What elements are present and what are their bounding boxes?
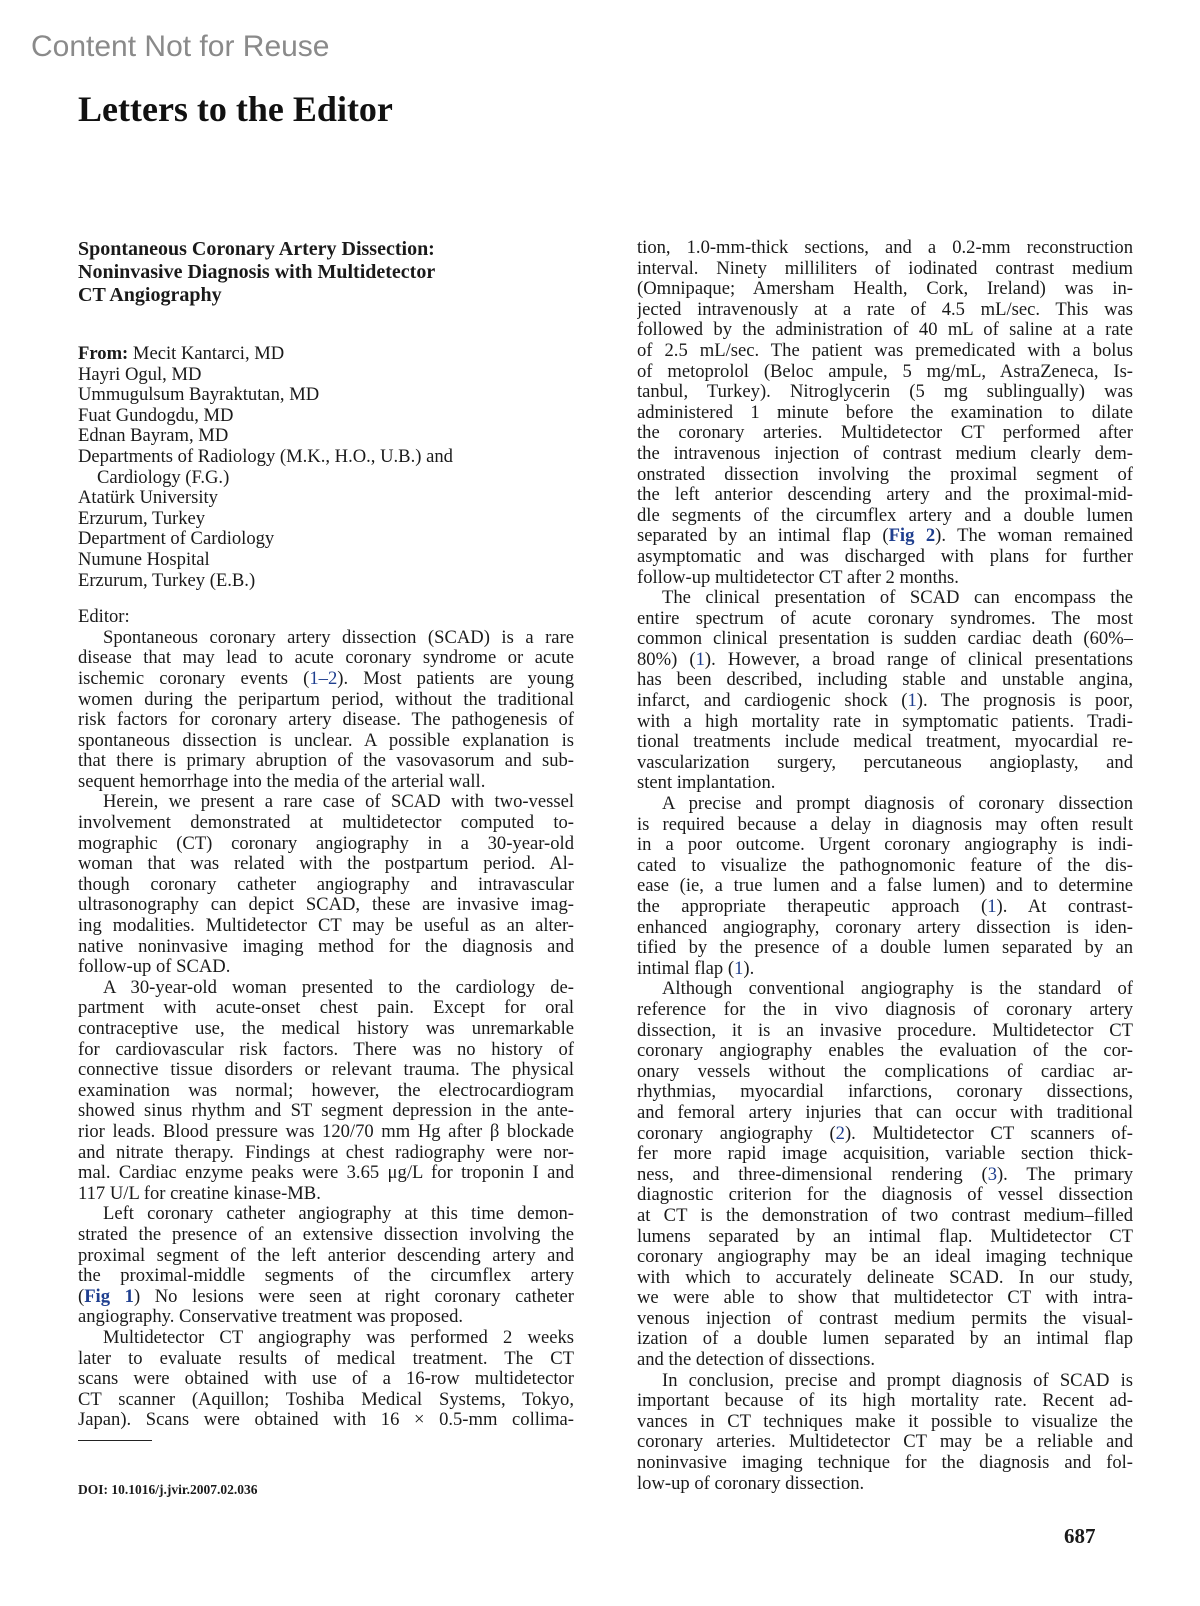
text-line: [637, 1412, 1133, 1433]
line-text: jected intravenously at a rate of 4.5 mL/sec. This was: [637, 299, 1133, 320]
line-text: risk factors for coronary artery disease. The pathogenesis of: [78, 710, 574, 731]
line-text: ). The woman remained: [935, 526, 1133, 547]
line-text: tion, 1.0-mm-thick sections, and a 0.2-mm reconstruction: [637, 238, 1133, 258]
text-line: [78, 710, 574, 731]
line-text: tanbul, Turkey). Nitroglycerin (5 mg sublingually) was: [637, 382, 1133, 403]
line-text: Left coronary catheter angiography at this time demon-: [103, 1204, 574, 1225]
paragraph: [78, 1328, 574, 1431]
text-line: [78, 1040, 574, 1061]
text-line: [78, 978, 574, 999]
line-text: Spontaneous coronary artery dissection (SCAD) is a rare: [103, 627, 574, 648]
reference-link[interactable]: 2: [835, 1123, 845, 1144]
line-text: with which to accurately delineate SCAD. In our study,: [637, 1267, 1133, 1288]
line-text: sequent hemorrhage into the media of the arterial wall.: [78, 771, 486, 792]
line-text: A precise and prompt diagnosis of coronary dissection: [662, 794, 1133, 815]
text-line: [78, 648, 574, 669]
line-text: reference for the in vivo diagnosis of coronary artery: [637, 999, 1133, 1020]
paragraph: [78, 978, 574, 1205]
text-line: [78, 854, 574, 875]
text-line: [78, 792, 574, 813]
text-line: [78, 1019, 574, 1040]
line-text: coronary arteries. Multidetector CT may be a reliable and: [637, 1432, 1133, 1453]
line-text: vascularization surgery, percutaneous angioplasty, and: [637, 752, 1133, 773]
line-text: ). Multidetector CT scanners of-: [844, 1123, 1133, 1144]
text-line: [637, 1165, 1133, 1186]
text-line: [637, 1391, 1133, 1412]
line-text: and the detection of dissections.: [637, 1350, 876, 1371]
text-line: [637, 629, 1133, 650]
paragraph: [637, 794, 1133, 979]
text-line: [637, 1474, 1133, 1495]
text-line: [637, 1288, 1133, 1309]
line-text: venous injection of contrast medium permits the visual-: [637, 1308, 1133, 1329]
line-text: the proximal-middle segments of the circumflex artery: [78, 1266, 574, 1287]
line-text: ing modalities. Multidetector CT may be useful as an alter-: [78, 916, 574, 937]
line-text: ease (ie, a true lumen and a false lumen) and to determine: [637, 876, 1133, 897]
text-line: [637, 1309, 1133, 1330]
letter-title-line: Spontaneous Coronary Artery Dissection:: [78, 238, 435, 260]
text-line: [78, 895, 574, 916]
line-text: Although conventional angiography is the standard of: [662, 979, 1133, 1000]
paragraph: [78, 1204, 574, 1328]
affiliation-line: Erzurum, Turkey: [78, 508, 206, 529]
line-text: onstrated dissection involving the proximal segment of: [637, 464, 1133, 485]
line-text: rior leads. Blood pressure was 120/70 mm Hg after β blockade: [78, 1121, 574, 1142]
text-line: [637, 568, 1133, 589]
text-line: [637, 279, 1133, 300]
line-text: showed sinus rhythm and ST segment depression in the ante-: [78, 1101, 574, 1122]
text-line: [637, 300, 1133, 321]
line-text: of 2.5 mL/sec. The patient was premedicated with a bolus: [637, 340, 1133, 361]
line-text: 80%) (: [637, 649, 696, 670]
line-text: interval. Ninety milliliters of iodinated contrast medium: [637, 258, 1133, 279]
line-text: woman that was related with the postpartum period. Al-: [78, 854, 574, 875]
text-line: [637, 506, 1133, 527]
right-body-text: [637, 238, 1133, 1494]
line-text: stent implantation.: [637, 773, 776, 794]
text-line: [637, 1103, 1133, 1124]
reference-link[interactable]: 3: [987, 1164, 997, 1185]
line-text: women during the peripartum period, without the traditional: [78, 689, 574, 710]
line-text: the intravenous injection of contrast medium clearly dem-: [637, 443, 1133, 464]
paragraph: [637, 979, 1133, 1370]
line-text: followed by the administration of 40 mL of saline at a rate: [637, 320, 1133, 341]
text-line: [637, 712, 1133, 733]
text-line: [637, 773, 1133, 794]
text-line: [78, 751, 574, 772]
text-line: [78, 1328, 574, 1349]
affiliation-line: Erzurum, Turkey (E.B.): [78, 570, 256, 591]
text-line: [637, 1144, 1133, 1165]
affiliation-line: Numune Hospital: [78, 549, 210, 570]
text-line: [78, 1390, 574, 1411]
author-name: Mecit Kantarci, MD: [132, 344, 285, 364]
text-line: [637, 588, 1133, 609]
line-text: and femoral artery injuries that can occur with traditional: [637, 1102, 1133, 1123]
affiliation-line: Department of Cardiology: [78, 529, 275, 550]
text-line: [78, 1081, 574, 1102]
line-text: tified by the presence of a double lumen separated by an: [637, 938, 1133, 959]
text-line: [78, 957, 574, 978]
line-text: ). Most patients are young: [337, 668, 574, 689]
line-text: ). The primary: [996, 1164, 1133, 1185]
line-text: rhythmias, myocardial infarctions, coronary dissections,: [637, 1082, 1133, 1103]
line-text: mal. Cardiac enzyme peaks were 3.65 μg/L for troponin I and: [78, 1163, 574, 1184]
text-line: [637, 362, 1133, 383]
line-text: involvement demonstrated at multidetector computed to-: [78, 813, 574, 834]
affiliation-line: Departments of Radiology (M.K., H.O., U.B.) and: [78, 446, 453, 467]
text-line: [78, 937, 574, 958]
line-text: with a high mortality rate in symptomatic patients. Tradi-: [637, 711, 1133, 732]
author-block: [78, 344, 574, 591]
reference-link[interactable]: 1: [695, 649, 705, 670]
line-text: we were able to show that multidetector CT with intra-: [637, 1288, 1133, 1309]
line-text: ). The prognosis is poor,: [916, 691, 1133, 712]
text-line: [637, 1041, 1133, 1062]
text-line: [78, 772, 574, 793]
text-line: [637, 691, 1133, 712]
text-line: [637, 1000, 1133, 1021]
watermark: Content Not for Reuse: [31, 30, 330, 63]
line-text: In conclusion, precise and prompt diagnosis of SCAD is: [662, 1370, 1133, 1391]
line-text: Japan). Scans were obtained with 16 × 0.5-mm collima-: [78, 1410, 574, 1431]
line-text: coronary angiography may be an ideal imaging technique: [637, 1247, 1133, 1268]
line-text: connective tissue disorders or relevant trauma. The physical: [78, 1060, 574, 1081]
text-line: [637, 1453, 1133, 1474]
text-line: [637, 650, 1133, 671]
line-text: ).: [743, 958, 755, 979]
figure-link[interactable]: Fig 2: [888, 526, 936, 547]
text-line: [78, 628, 574, 649]
line-text: ultrasonography can depict SCAD, these are invasive imag-: [78, 895, 574, 916]
text-line: [637, 979, 1133, 1000]
line-text: contraceptive use, the medical history was unremarkable: [78, 1019, 574, 1039]
line-text: native noninvasive imaging method for the diagnosis and: [78, 936, 574, 957]
paragraph: [78, 628, 574, 793]
author-line: Fuat Gundogdu, MD: [78, 405, 234, 426]
line-text: partment with acute-onset chest pain. Except for oral: [78, 998, 574, 1019]
line-text: ness, and three-dimensional rendering (: [637, 1164, 988, 1185]
text-line: [637, 938, 1133, 959]
reference-link[interactable]: 1: [734, 958, 744, 979]
letter-title-line: Noninvasive Diagnosis with Multidetector: [78, 261, 436, 283]
text-line: [637, 444, 1133, 465]
line-text: that there is primary abruption of the vasovasorum and sub-: [78, 751, 574, 772]
line-text: mographic (CT) coronary angiography in a 30-year-old: [78, 833, 574, 854]
line-text: proximal segment of the left anterior descending artery and: [78, 1245, 574, 1266]
line-text: ) No lesions were seen at right coronary catheter: [133, 1286, 574, 1307]
line-text: has been described, including stable and unstable angina,: [637, 670, 1133, 691]
affiliation-line: Atatürk University: [78, 488, 218, 509]
text-line: [78, 1101, 574, 1122]
section-title: Letters to the Editor: [78, 89, 393, 129]
paragraph: [637, 238, 1133, 588]
line-text: in a poor outcome. Urgent coronary angiography is indi-: [637, 835, 1133, 856]
line-text: Multidetector CT angiography was performed 2 weeks: [103, 1327, 574, 1348]
affiliation-line: Cardiology (F.G.): [97, 467, 230, 488]
line-text: spontaneous dissection is unclear. A possible explanation is: [78, 730, 574, 751]
text-line: [637, 1329, 1133, 1350]
text-line: [637, 794, 1133, 815]
line-text: A 30-year-old woman presented to the cardiology de-: [103, 977, 574, 998]
text-line: [78, 834, 574, 855]
text-line: [637, 1227, 1133, 1248]
line-text: 117 U/L for creatine kinase-MB.: [78, 1183, 321, 1204]
text-line: [637, 959, 1133, 980]
text-line: [78, 1163, 574, 1184]
text-line: [637, 1247, 1133, 1268]
letter-title-line: CT Angiography: [78, 284, 222, 306]
right-column: [637, 238, 1133, 1494]
text-line: [637, 1062, 1133, 1083]
text-line: [78, 998, 574, 1019]
line-text: (Omnipaque; Amersham Health, Cork, Ireland) was in-: [637, 279, 1133, 300]
reference-link[interactable]: 1: [987, 897, 997, 917]
line-text: separated by an intimal flap (: [637, 526, 889, 547]
line-text: dle segments of the circumflex artery and a double lumen: [637, 505, 1133, 526]
line-text: coronary angiography enables the evaluation of the cor-: [637, 1041, 1133, 1062]
line-text: diagnostic criterion for the diagnosis of vessel dissection: [637, 1185, 1133, 1206]
footnote-rule: [78, 1440, 152, 1441]
text-line: [637, 403, 1133, 424]
text-line: [78, 875, 574, 896]
line-text: administered 1 minute before the examination to dilate: [637, 402, 1133, 423]
line-text: ization of a double lumen separated by an intimal flap: [637, 1329, 1133, 1350]
text-line: [637, 423, 1133, 444]
text-line: [637, 238, 1133, 259]
text-line: [637, 547, 1133, 568]
text-line: [78, 1246, 574, 1267]
text-line: [637, 876, 1133, 897]
author-line: Ummugulsum Bayraktutan, MD: [78, 385, 320, 406]
left-column: [78, 238, 574, 1431]
text-line: [637, 320, 1133, 341]
line-text: angiography. Conservative treatment was proposed.: [78, 1307, 464, 1328]
line-text: follow-up multidetector CT after 2 months.: [637, 567, 959, 588]
text-line: [637, 1432, 1133, 1453]
text-line: [637, 465, 1133, 486]
text-line: [637, 1021, 1133, 1042]
line-text: Herein, we present a rare case of SCAD with two-vessel: [103, 792, 574, 813]
line-text: ). However, a broad range of clinical presentations: [704, 649, 1133, 670]
line-text: intimal flap (: [637, 958, 735, 979]
text-line: [78, 690, 574, 711]
line-text: fer more rapid image acquisition, variable section thick-: [637, 1144, 1133, 1165]
paragraph: [78, 792, 574, 977]
page-number: 687: [1064, 1524, 1096, 1548]
line-text: examination was normal; however, the electrocardiogram: [78, 1080, 574, 1101]
line-text: entire spectrum of acute coronary syndromes. The most: [637, 608, 1133, 629]
text-line: [637, 670, 1133, 691]
line-text: CT scanner (Aquillon; Toshiba Medical Systems, Tokyo,: [78, 1389, 574, 1410]
text-line: [637, 835, 1133, 856]
author-line: Ednan Bayram, MD: [78, 426, 229, 447]
text-line: [637, 1185, 1133, 1206]
text-line: [637, 732, 1133, 753]
text-line: [78, 1410, 574, 1431]
text-line: [637, 609, 1133, 630]
text-line: [637, 1124, 1133, 1145]
line-text: later to evaluate results of medical treatment. The CT: [78, 1348, 574, 1369]
text-line: [637, 1371, 1133, 1392]
paragraph: [637, 588, 1133, 794]
text-line: [637, 1206, 1133, 1227]
line-text: strated the presence of an extensive dissection involving the: [78, 1224, 574, 1245]
paragraph: [637, 1371, 1133, 1495]
text-line: [78, 1143, 574, 1164]
line-text: lumens separated by an intimal flap. Multidetector CT: [637, 1226, 1133, 1247]
salutation: Editor:: [78, 607, 130, 628]
text-line: [78, 1369, 574, 1390]
line-text: tional treatments include medical treatment, myocardial re-: [637, 732, 1133, 753]
line-text: common clinical presentation is sudden cardiac death (60%–: [637, 629, 1133, 650]
text-line: [78, 813, 574, 834]
reference-link[interactable]: 1: [907, 691, 917, 712]
text-line: [78, 1349, 574, 1370]
text-line: [637, 753, 1133, 774]
line-text: asymptomatic and was discharged with plans for further: [637, 546, 1133, 567]
text-line: [637, 918, 1133, 939]
reference-link[interactable]: 1–2: [309, 668, 338, 689]
line-text: ). At contrast-: [996, 897, 1133, 917]
left-body-text: [78, 628, 574, 1431]
line-text: is required because a delay in diagnosis may often result: [637, 814, 1133, 835]
text-line: [78, 1122, 574, 1143]
from-label: From:: [78, 344, 129, 364]
line-text: at CT is the demonstration of two contrast medium–filled: [637, 1205, 1133, 1226]
line-text: follow-up of SCAD.: [78, 957, 231, 978]
text-line: [637, 259, 1133, 280]
line-text: cated to visualize the pathognomonic feature of the dis-: [637, 855, 1133, 876]
line-text: of metoprolol (Beloc ampule, 5 mg/mL, AstraZeneca, Is-: [637, 361, 1133, 382]
text-line: [78, 1225, 574, 1246]
line-text: though coronary catheter angiography and intravascular: [78, 874, 574, 895]
line-text: enhanced angiography, coronary artery dissection is iden-: [637, 917, 1133, 938]
text-line: [78, 1307, 574, 1328]
text-line: [637, 897, 1133, 918]
letter-title: [78, 238, 574, 307]
text-line: [78, 731, 574, 752]
line-text: (: [78, 1286, 85, 1307]
line-text: for cardiovascular risk factors. There was no history of: [78, 1039, 574, 1060]
text-line: [637, 1082, 1133, 1103]
text-line: [637, 1350, 1133, 1371]
line-text: low-up of coronary dissection.: [637, 1473, 865, 1494]
line-text: disease that may lead to acute coronary syndrome or acute: [78, 648, 574, 669]
author-line: Hayri Ogul, MD: [78, 364, 202, 385]
text-line: [78, 1060, 574, 1081]
text-line: [78, 1204, 574, 1225]
line-text: the coronary arteries. Multidetector CT performed after: [637, 423, 1133, 444]
line-text: dissection, it is an invasive procedure. Multidetector CT: [637, 1020, 1133, 1041]
line-text: noninvasive imaging technique for the diagnosis and fol-: [637, 1453, 1133, 1474]
line-text: infarct, and cardiogenic shock (: [637, 691, 908, 712]
line-text: the appropriate therapeutic approach (: [637, 897, 988, 917]
author-line: [78, 344, 574, 365]
line-text: the left anterior descending artery and the proximal-mid-: [637, 485, 1133, 506]
figure-link[interactable]: Fig 1: [84, 1286, 134, 1307]
text-line: [637, 1268, 1133, 1289]
text-line: [637, 341, 1133, 362]
text-line: [637, 856, 1133, 877]
text-line: [78, 1287, 574, 1308]
line-text: important because of its high mortality rate. Recent ad-: [637, 1391, 1133, 1412]
text-line: [78, 1266, 574, 1287]
line-text: vances in CT techniques make it possible to visualize the: [637, 1411, 1133, 1432]
text-line: [637, 815, 1133, 836]
line-text: onary vessels without the complications of cardiac ar-: [637, 1061, 1133, 1082]
doi: DOI: 10.1016/j.jvir.2007.02.036: [78, 1482, 258, 1497]
text-line: [78, 916, 574, 937]
text-line: [78, 669, 574, 690]
text-line: [637, 382, 1133, 403]
line-text: scans were obtained with use of a 16-row multidetector: [78, 1369, 574, 1390]
line-text: The clinical presentation of SCAD can encompass the: [662, 588, 1133, 609]
text-line: [637, 485, 1133, 506]
line-text: and nitrate therapy. Findings at chest radiography were nor-: [78, 1142, 574, 1163]
text-line: [78, 1184, 574, 1205]
text-line: [637, 526, 1133, 547]
line-text: coronary angiography (: [637, 1123, 836, 1144]
line-text: ischemic coronary events (: [78, 668, 310, 689]
